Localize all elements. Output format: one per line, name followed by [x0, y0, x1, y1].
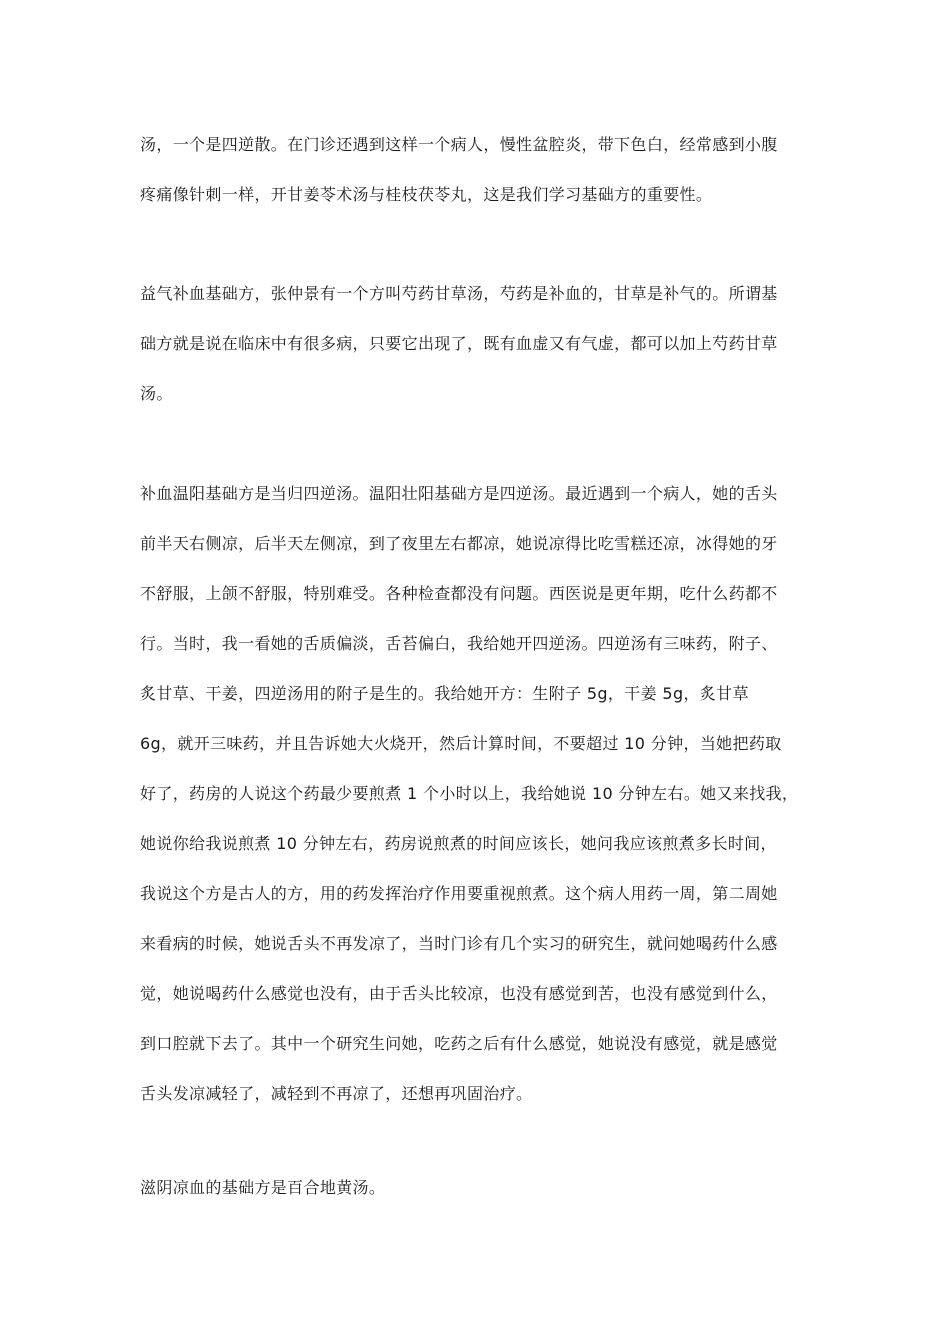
text-line: 我说这个方是古人的方，用的药发挥治疗作用要重视煎煮。这个病人用药一周，第二周她	[140, 884, 778, 903]
text-line: 来看病的时候，她说舌头不再发凉了，当时门诊有几个实习的研究生，就问她喝药什么感	[140, 934, 778, 953]
text-line: 前半天右侧凉，后半天左侧凉，到了夜里左右都凉，她说凉得比吃雪糕还凉，冰得她的牙	[140, 534, 778, 553]
text-line: 疼痛像针刺一样，开甘姜苓术汤与桂枝茯苓丸，这是我们学习基础方的重要性。	[140, 185, 713, 204]
text-line: 觉，她说喝药什么感觉也没有，由于舌头比较凉，也没有感觉到苦，也没有感觉到什么，	[140, 984, 778, 1003]
text-line: 行。当时，我一看她的舌质偏淡，舌苔偏白，我给她开四逆汤。四逆汤有三味药，附子、	[140, 634, 778, 653]
text-line: 汤，一个是四逆散。在门诊还遇到这样一个病人，慢性盆腔炎，带下色白，经常感到小腹	[140, 135, 778, 154]
text-line: 到口腔就下去了。其中一个研究生问她，吃药之后有什么感觉，她说没有感觉，就是感觉	[140, 1034, 778, 1053]
text-line: 补血温阳基础方是当归四逆汤。温阳壮阳基础方是四逆汤。最近遇到一个病人，她的舌头	[140, 484, 778, 503]
text-line: 舌头发凉减轻了，减轻到不再凉了，还想再巩固治疗。	[140, 1084, 533, 1103]
paragraph-4	[140, 1177, 812, 1227]
text-line: 6g，就开三味药，并且告诉她大火烧开，然后计算时间，不要超过 10 分钟，当她把药取	[140, 734, 782, 753]
text-line: 础方就是说在临床中有很多病，只要它出现了，既有血虚又有气虚，都可以加上芍药甘草	[140, 334, 778, 353]
text-line: 不舒服，上颌不舒服，特别难受。各种检查都没有问题。西医说是更年期，吃什么药都不	[140, 584, 778, 603]
text-line: 好了，药房的人说这个药最少要煎煮 1 个小时以上，我给她说 10 分钟左右。她又来找我，	[140, 784, 799, 803]
paragraph-3	[140, 483, 812, 1133]
text-line: 益气补血基础方，张仲景有一个方叫芍药甘草汤，芍药是补血的，甘草是补气的。所谓基	[140, 284, 778, 303]
paragraph-1	[140, 134, 812, 234]
paragraph-2	[140, 283, 812, 433]
text-line: 她说你给我说煎煮 10 分钟左右，药房说煎煮的时间应该长，她问我应该煎煮多长时间，	[140, 834, 777, 853]
text-line: 汤。	[140, 384, 173, 403]
text-line: 滋阴凉血的基础方是百合地黄汤。	[140, 1178, 386, 1197]
text-line: 炙甘草、干姜，四逆汤用的附子是生的。我给她开方：生附子 5g，干姜 5g，炙甘草	[140, 684, 749, 703]
